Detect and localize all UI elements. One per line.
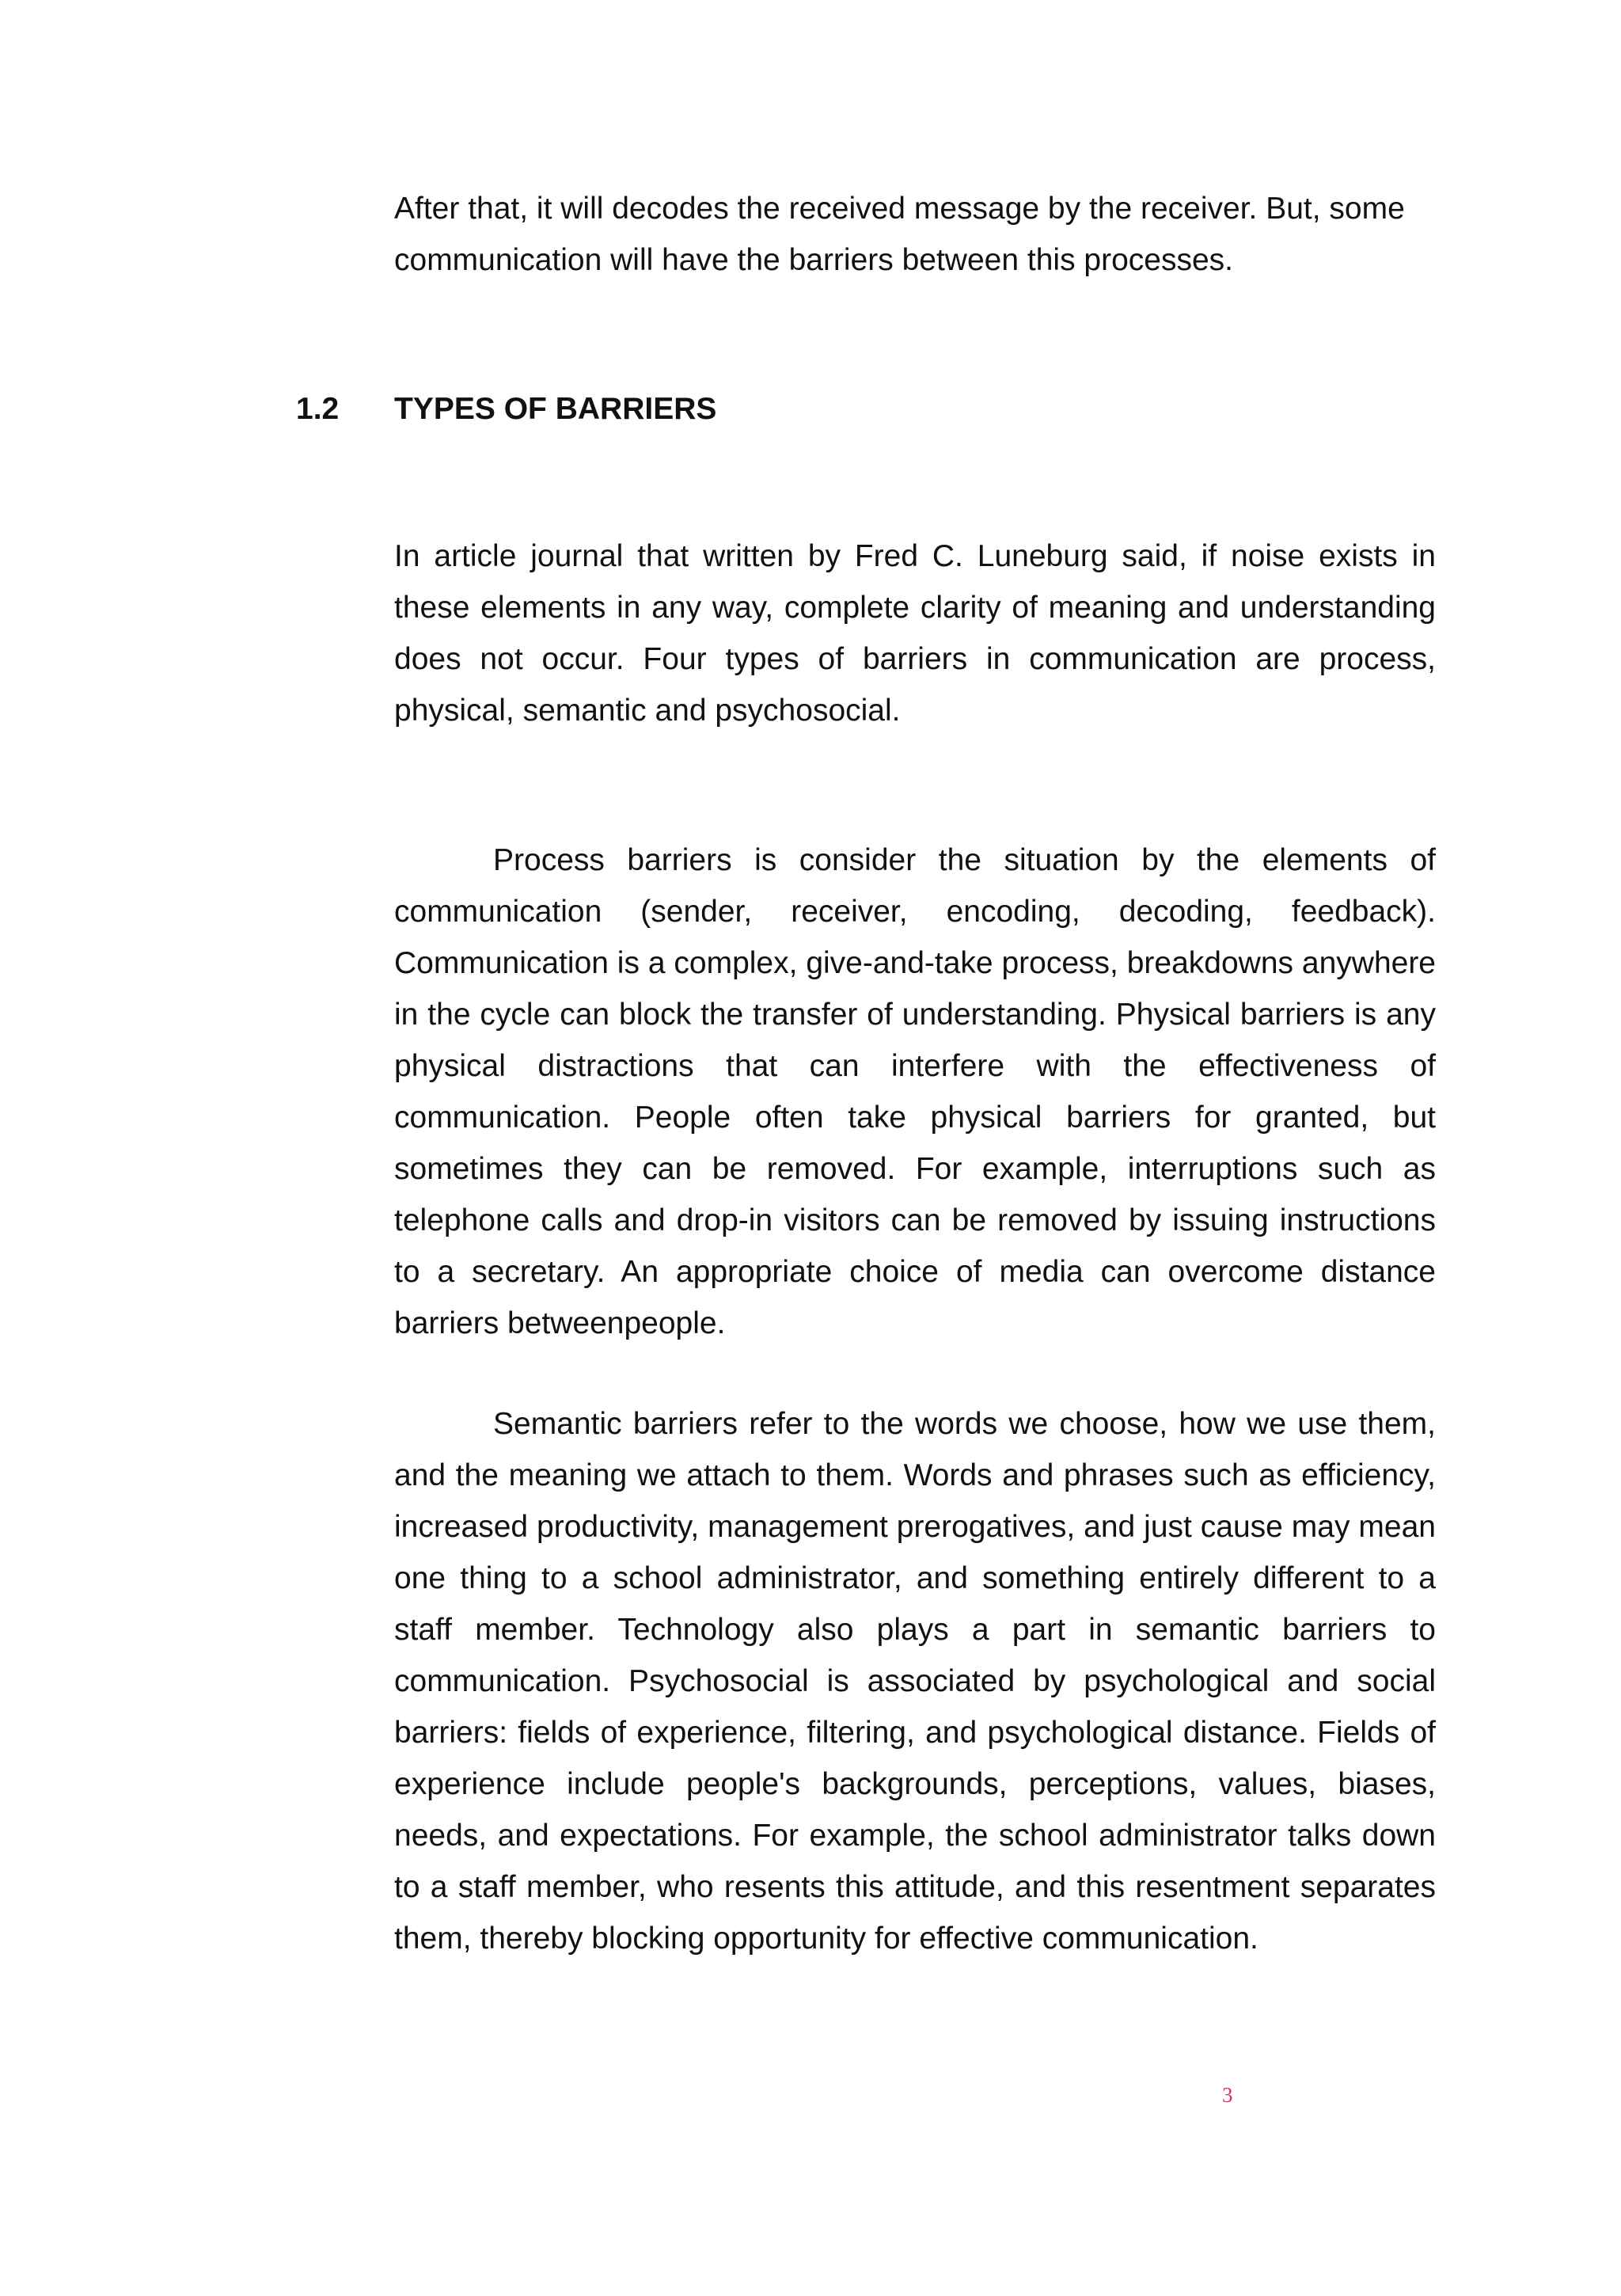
section-number: 1.2 [296,392,340,426]
semantic-barriers-paragraph: Semantic barriers refer to the words we choose, how we use them, and the meaning we attach to them. Words and phrases such as efficiency, increased productivity, management prerogatives, and just cause may mean one thing to a school administrator, and something entirely different to a staff member. Technology also plays a part in semantic barriers to communication. Psychosocial is associated by psychological and social barriers: fields of experience, filtering, and psychological distance. Fields of experience include people's backgrounds, perceptions, values, biases, needs, and expectations. For example, the school administrator talks down to a staff member, who resents this attitude, and this resentment separates them, thereby blocking opportunity for effective communication. [394,1407,1436,1956]
section-title: TYPES OF BARRIERS [394,392,717,426]
page-number: 3 [1222,2083,1233,2107]
article-paragraph: In article journal that written by Fred C. Luneburg said, if noise exists in these elements in any way, complete clarity of meaning and understanding does not occur. Four types of barriers in communication are process, physical, semantic and psychosocial. [394,539,1436,728]
intro-paragraph: After that, it will decodes the received message by the receiver. But, some communication will have the barriers between this processes. [394,192,1405,277]
process-barriers-paragraph: Process barriers is consider the situation by the elements of communication (sender, receiver, encoding, decoding, feedback). Communication is a complex, give-and-take process, breakdowns anywhere in the cycle can block the transfer of understanding. Physical barriers is any physical distractions that can interfere with the effectiveness of communication. People often take physical barriers for granted, but sometimes they can be removed. For example, interruptions such as telephone calls and drop-in visitors can be removed by issuing instructions to a secretary. An appropriate choice of media can overcome distance barriers betweenpeople. [394,843,1436,1340]
